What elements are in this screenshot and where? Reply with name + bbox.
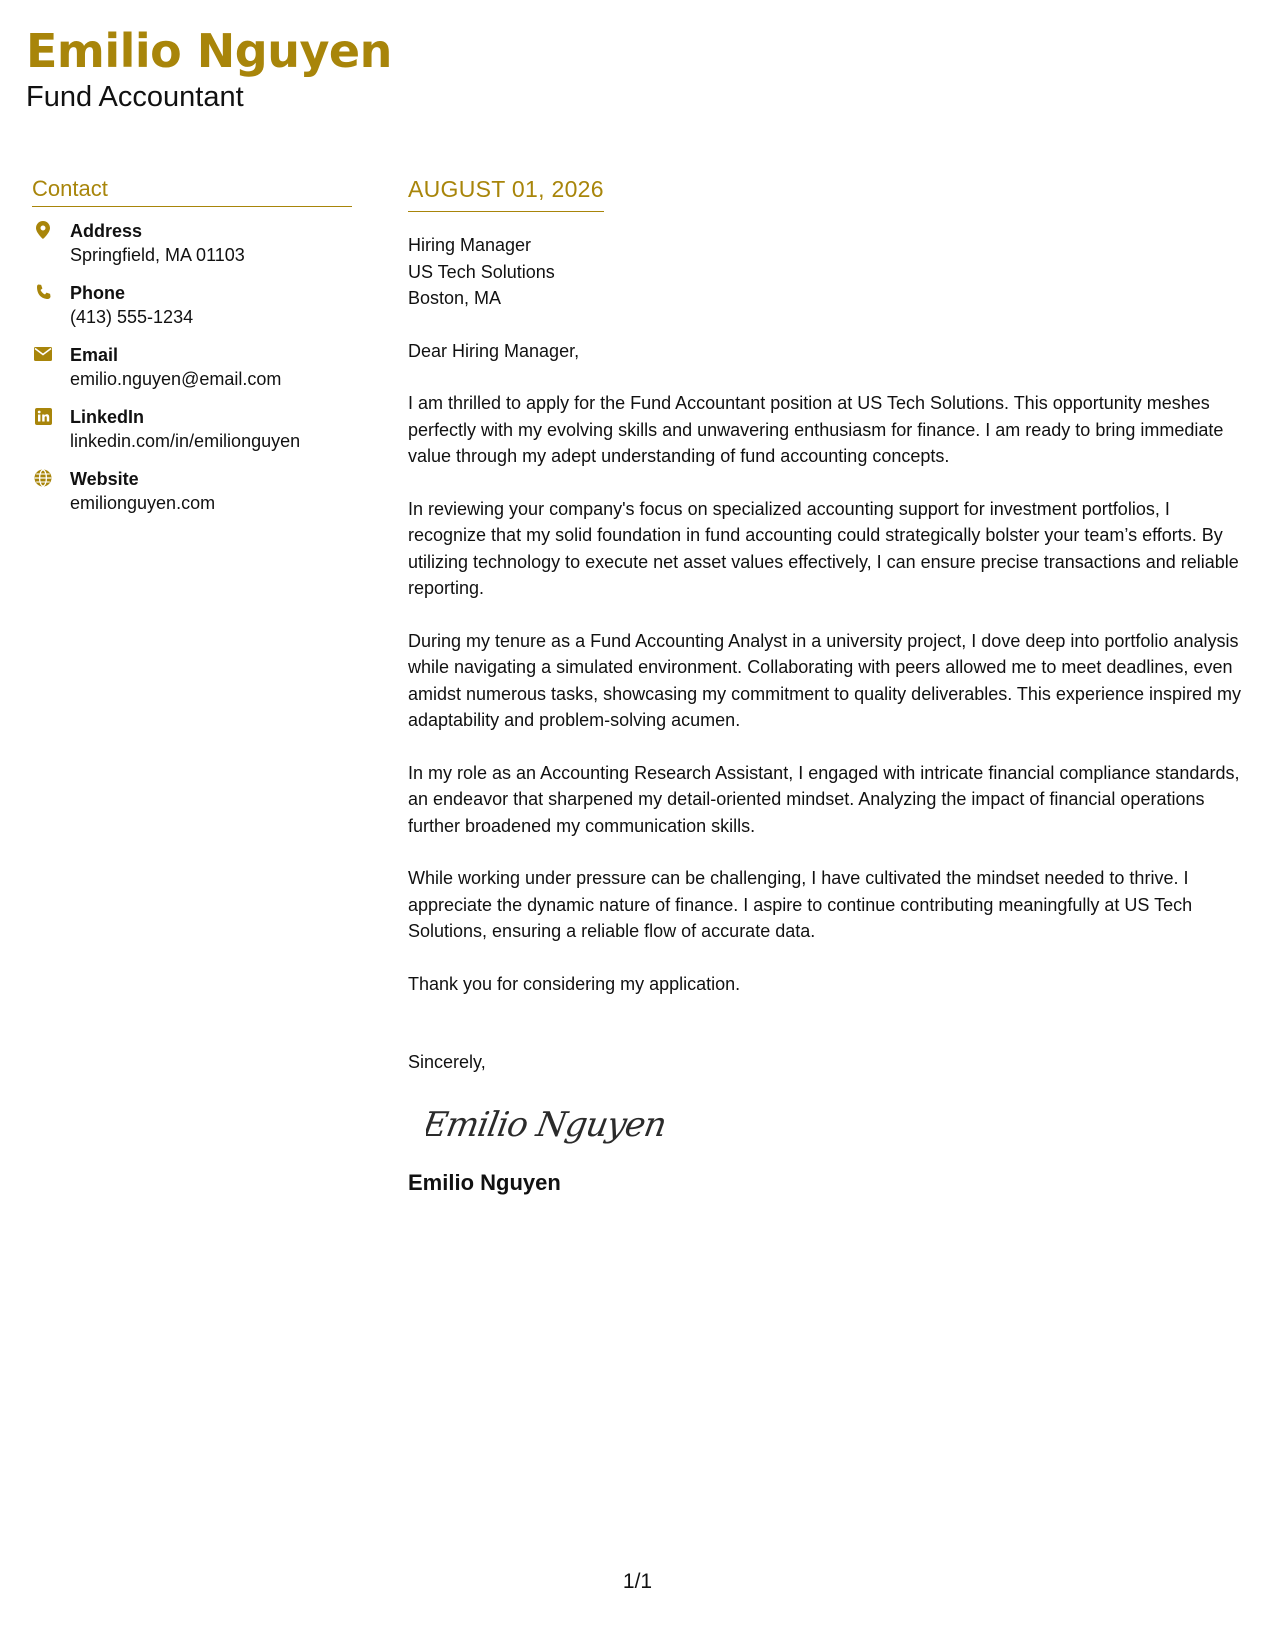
salutation: Dear Hiring Manager,	[408, 340, 580, 361]
header	[26, 22, 392, 114]
contact-heading: Contact	[32, 176, 352, 207]
contact-label: Email	[70, 345, 119, 365]
contact-item-phone	[32, 281, 352, 329]
svg-text:Emilio Nguyen: Emilio Nguyen	[426, 1104, 666, 1145]
linkedin-icon	[34, 407, 52, 425]
closing: Sincerely,	[408, 1052, 486, 1072]
letter-body	[408, 176, 1248, 1196]
website-value[interactable]: emilionguyen.com	[70, 493, 216, 513]
recipient-line: Boston, MA	[408, 288, 502, 308]
page-number: 1/1	[622, 1570, 653, 1593]
contact-sidebar	[32, 176, 352, 529]
job-title: Fund Accountant	[26, 81, 244, 113]
address-value: Springfield, MA 01103	[70, 245, 245, 265]
contact-item-website	[32, 467, 352, 515]
body-paragraph: Thank you for considering my application.	[408, 973, 741, 994]
contact-label: LinkedIn	[70, 407, 145, 427]
globe-icon	[34, 469, 52, 487]
contact-item-email	[32, 343, 352, 391]
body-paragraph: During my tenure as a Fund Accounting Analyst in a university project, I dove deep into portfolio analysis while navigating a simulated environment. Collaborating with peers allowed me to meet deadlines, even amidst numerous tasks, showcasing my commitment to quality deliverables. This experience inspired my adaptability and problem-solving acumen.	[408, 630, 1242, 730]
envelope-icon	[34, 345, 52, 363]
applicant-name: Emilio Nguyen	[26, 24, 392, 78]
contact-label: Phone	[70, 283, 126, 303]
body-paragraph: In my role as an Accounting Research Assistant, I engaged with intricate financial compliance standards, an endeavor that sharpened my detail-oriented mindset. Analyzing the impact of financial operations further broadened my communication skills.	[408, 762, 1240, 836]
body-paragraph: In reviewing your company's focus on specialized accounting support for investment portfolios, I recognize that my solid foundation in fund accounting could strategically bolster your team’s efforts. By utilizing technology to execute net asset values effectively, I can ensure precise transactions and reliable reporting.	[408, 498, 1239, 598]
contact-label: Address	[70, 221, 143, 241]
phone-icon	[34, 283, 52, 301]
recipient-line: Hiring Manager	[408, 235, 532, 255]
recipient-line: US Tech Solutions	[408, 261, 555, 282]
email-value[interactable]: emilio.nguyen@email.com	[70, 369, 282, 389]
recipient-block	[408, 232, 1248, 312]
contact-item-address	[32, 219, 352, 267]
signed-name: Emilio Nguyen	[408, 1169, 561, 1195]
body-paragraph: While working under pressure can be challenging, I have cultivated the mindset needed to thrive. I appreciate the dynamic nature of finance. I aspire to continue contributing meaningfully at US Tech Solutions, ensuring a reliable flow of accurate data.	[408, 868, 1193, 941]
handwritten-signature	[426, 1096, 666, 1156]
contact-label: Website	[70, 469, 139, 489]
letter-date: AUGUST 01, 2026	[408, 176, 604, 212]
contact-item-linkedin	[32, 405, 352, 453]
map-pin-icon	[34, 221, 52, 239]
linkedin-value[interactable]: linkedin.com/in/emilionguyen	[70, 431, 301, 451]
phone-value: (413) 555-1234	[70, 307, 194, 327]
body-paragraph: I am thrilled to apply for the Fund Accountant position at US Tech Solutions. This opportunity meshes perfectly with my evolving skills and unwavering enthusiasm for finance. I am ready to bring immediate value through my adept understanding of fund accounting concepts.	[408, 393, 1224, 466]
